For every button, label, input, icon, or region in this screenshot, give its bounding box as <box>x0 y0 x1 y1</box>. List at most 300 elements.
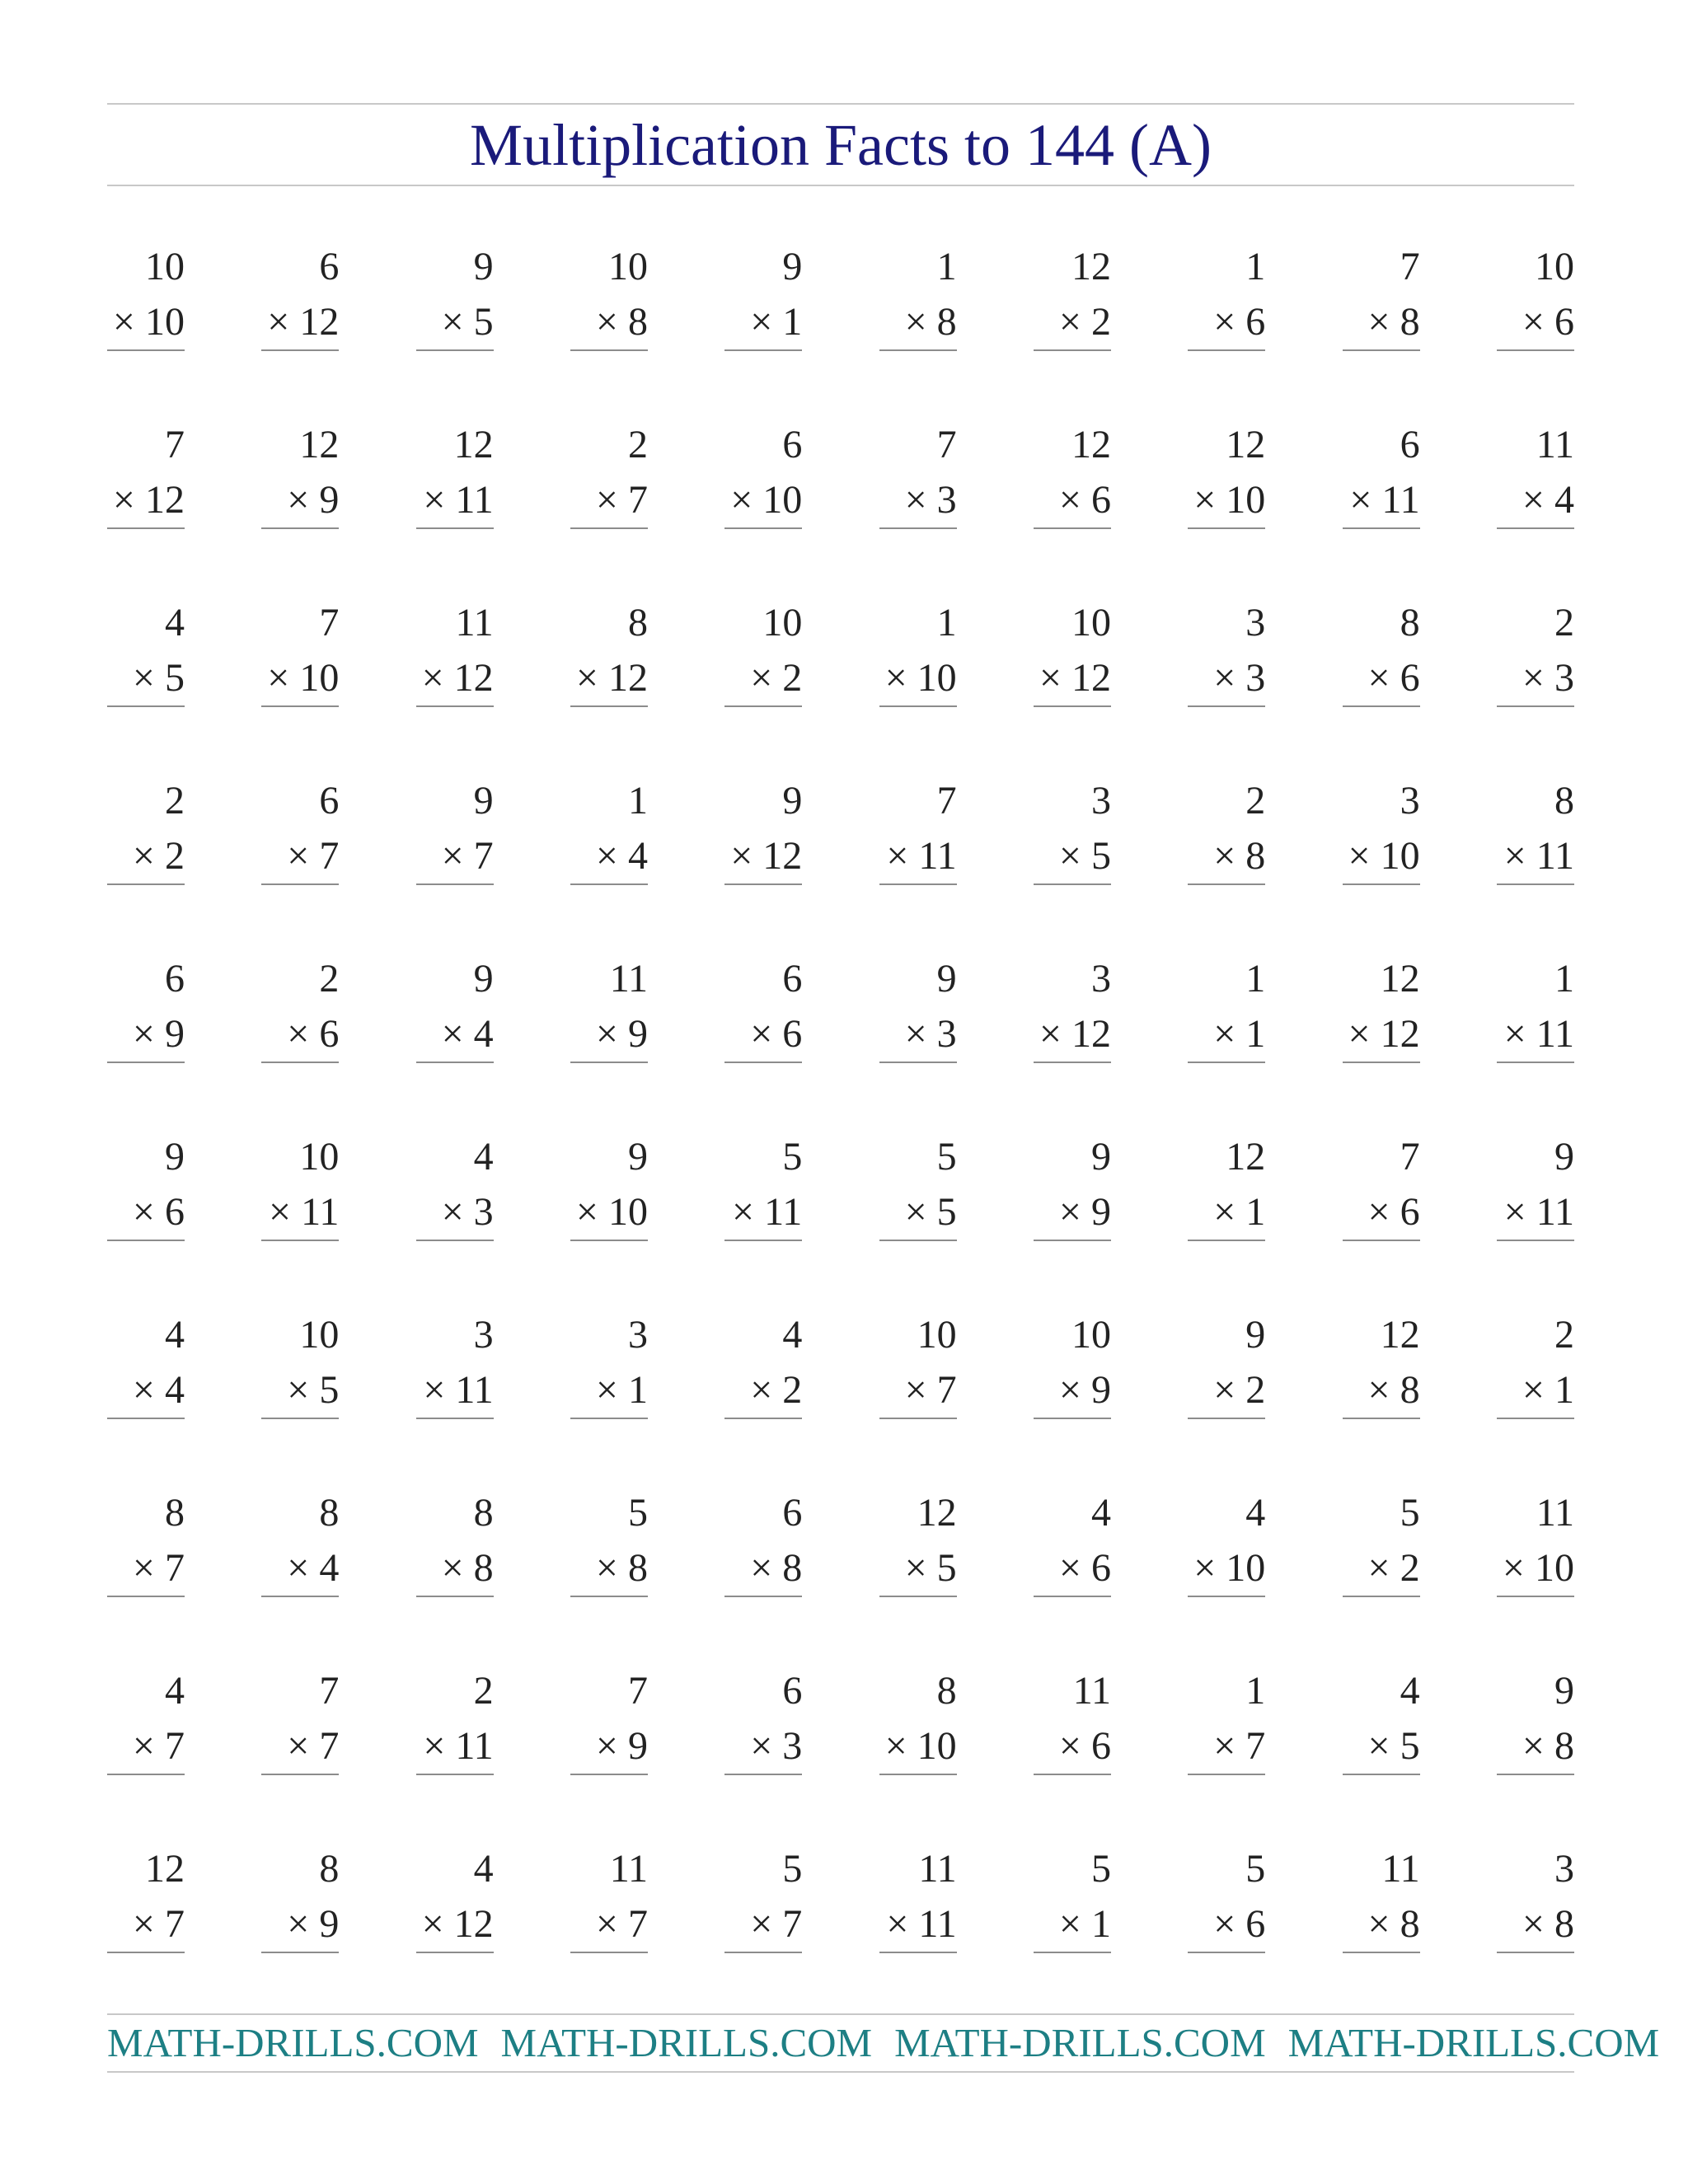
problem-top-number: 12 <box>1071 245 1111 288</box>
problem <box>1497 1129 1574 1307</box>
problem-top-number: 9 <box>1245 1313 1266 1357</box>
problem <box>107 773 185 951</box>
problem <box>879 239 957 417</box>
problem-top-number: 6 <box>782 957 803 1001</box>
problem <box>879 1307 957 1485</box>
problem-multiplier: × 12 <box>261 294 339 351</box>
problem-multiplier: × 12 <box>724 828 802 885</box>
problem-top-number: 1 <box>1245 245 1266 288</box>
problem <box>261 1485 339 1663</box>
problem <box>1343 595 1420 773</box>
problem <box>879 773 957 951</box>
problem-top-number: 3 <box>627 1313 648 1357</box>
problem-top-number: 6 <box>782 1669 803 1713</box>
problem-multiplier: × 9 <box>107 1006 185 1063</box>
problem-top-number: 4 <box>1245 1491 1266 1535</box>
problem-top-number: 2 <box>1245 779 1266 823</box>
problem-top-number: 6 <box>1400 423 1420 466</box>
problem-multiplier: × 11 <box>1497 828 1574 885</box>
problem-multiplier: × 9 <box>261 472 339 529</box>
problem-multiplier: × 11 <box>879 1896 957 1953</box>
problem-multiplier: × 11 <box>416 472 494 529</box>
problem <box>879 951 957 1129</box>
problem <box>879 1663 957 1841</box>
problem <box>1188 595 1265 773</box>
problem-top-number: 2 <box>473 1669 494 1713</box>
problem-top-number: 8 <box>319 1847 340 1891</box>
problem <box>261 417 339 595</box>
problem <box>724 417 802 595</box>
problem <box>570 1663 648 1841</box>
problem-multiplier: × 5 <box>416 294 494 351</box>
problem-multiplier: × 5 <box>107 650 185 707</box>
problem-top-number: 12 <box>1226 1135 1266 1179</box>
problem-multiplier: × 10 <box>261 650 339 707</box>
problem-multiplier: × 11 <box>416 1362 494 1419</box>
problem-top-number: 9 <box>473 957 494 1001</box>
problem-top-number: 11 <box>918 1847 957 1891</box>
problem-multiplier: × 12 <box>107 472 185 529</box>
problem <box>107 1485 185 1663</box>
problem-multiplier: × 7 <box>879 1362 957 1419</box>
problem <box>1188 951 1265 1129</box>
problem <box>416 951 494 1129</box>
problem <box>416 1841 494 2019</box>
problem-multiplier: × 7 <box>107 1896 185 1953</box>
problem <box>1188 1485 1265 1663</box>
problem-multiplier: × 9 <box>1034 1184 1111 1241</box>
problem <box>107 1129 185 1307</box>
footer-watermark <box>107 2015 1660 2071</box>
problem-multiplier: × 7 <box>416 828 494 885</box>
problem-multiplier: × 10 <box>1497 1540 1574 1597</box>
problem <box>1343 773 1420 951</box>
problem-top-number: 3 <box>1554 1847 1574 1891</box>
problem <box>724 1485 802 1663</box>
problem <box>1497 951 1574 1129</box>
problem-top-number: 4 <box>165 601 185 644</box>
problem-top-number: 6 <box>782 1491 803 1535</box>
problem <box>107 1663 185 1841</box>
problem <box>1343 1663 1420 1841</box>
problem-multiplier: × 6 <box>1343 650 1420 707</box>
problem-multiplier: × 9 <box>570 1718 648 1775</box>
problem-multiplier: × 7 <box>1188 1718 1265 1775</box>
problem <box>1497 239 1574 417</box>
problem-multiplier: × 6 <box>261 1006 339 1063</box>
problem-multiplier: × 7 <box>570 472 648 529</box>
problem <box>1343 951 1420 1129</box>
page-title: Multiplication Facts to 144 (A) <box>470 112 1212 178</box>
problem-multiplier: × 10 <box>1188 1540 1265 1597</box>
problem-multiplier: × 3 <box>724 1718 802 1775</box>
problem-multiplier: × 12 <box>1343 1006 1420 1063</box>
problem-top-number: 12 <box>1071 423 1111 466</box>
problem-multiplier: × 7 <box>724 1896 802 1953</box>
problem-top-number: 3 <box>1090 957 1111 1001</box>
problem-top-number: 7 <box>165 423 185 466</box>
problem-multiplier: × 4 <box>107 1362 185 1419</box>
problem-multiplier: × 10 <box>879 1718 957 1775</box>
problem <box>724 239 802 417</box>
problem <box>879 1129 957 1307</box>
problem-top-number: 4 <box>1400 1669 1420 1713</box>
problem <box>1188 1307 1265 1485</box>
problem-multiplier: × 6 <box>1188 1896 1265 1953</box>
problem-multiplier: × 12 <box>416 650 494 707</box>
problem-top-number: 7 <box>1400 245 1420 288</box>
problem-top-number: 8 <box>165 1491 185 1535</box>
problem-top-number: 12 <box>1380 1313 1420 1357</box>
problem <box>261 951 339 1129</box>
problem-top-number: 11 <box>1536 1491 1574 1535</box>
problem-multiplier: × 4 <box>416 1006 494 1063</box>
problem <box>416 1485 494 1663</box>
problem <box>1343 239 1420 417</box>
problem-multiplier: × 8 <box>1343 1896 1420 1953</box>
problem-multiplier: × 5 <box>879 1540 957 1597</box>
footer-watermark-text: MATH-DRILLS.COM <box>500 2020 873 2065</box>
problem-multiplier: × 2 <box>1343 1540 1420 1597</box>
problem-top-number: 10 <box>145 245 185 288</box>
problem <box>570 951 648 1129</box>
problem-top-number: 6 <box>165 957 185 1001</box>
problem-top-number: 8 <box>1400 601 1420 644</box>
problem-multiplier: × 6 <box>1188 294 1265 351</box>
problem <box>879 1841 957 2019</box>
problem-multiplier: × 1 <box>1188 1184 1265 1241</box>
problem-top-number: 10 <box>1534 245 1574 288</box>
problem <box>724 595 802 773</box>
problem-top-number: 5 <box>627 1491 648 1535</box>
problem-multiplier: × 7 <box>570 1896 648 1953</box>
problem-top-number: 8 <box>936 1669 957 1713</box>
problem-top-number: 8 <box>1554 779 1574 823</box>
problem-top-number: 1 <box>1245 957 1266 1001</box>
problem-top-number: 8 <box>319 1491 340 1535</box>
problem-multiplier: × 10 <box>879 650 957 707</box>
problem-top-number: 1 <box>627 779 648 823</box>
problem-top-number: 10 <box>299 1135 340 1179</box>
problem-multiplier: × 6 <box>1034 1540 1111 1597</box>
footer-watermark-text: MATH-DRILLS.COM <box>894 2020 1266 2065</box>
problem-multiplier: × 6 <box>1343 1184 1420 1241</box>
problem <box>1188 1129 1265 1307</box>
problem-top-number: 1 <box>1245 1669 1266 1713</box>
problem <box>416 1307 494 1485</box>
problem-multiplier: × 8 <box>416 1540 494 1597</box>
problem-multiplier: × 10 <box>1188 472 1265 529</box>
problem <box>416 1663 494 1841</box>
problem-multiplier: × 8 <box>1188 828 1265 885</box>
problem-multiplier: × 8 <box>1343 1362 1420 1419</box>
problem-multiplier: × 9 <box>570 1006 648 1063</box>
problem-top-number: 10 <box>607 245 648 288</box>
problem-top-number: 12 <box>917 1491 957 1535</box>
problem-top-number: 2 <box>627 423 648 466</box>
footer-watermark-text: MATH-DRILLS.COM <box>107 2020 479 2065</box>
problem-top-number: 9 <box>627 1135 648 1179</box>
problem <box>1034 1841 1111 2019</box>
problem-multiplier: × 11 <box>724 1184 802 1241</box>
problem-multiplier: × 5 <box>1034 828 1111 885</box>
problem-top-number: 12 <box>1226 423 1266 466</box>
problem-top-number: 4 <box>473 1135 494 1179</box>
problem-multiplier: × 12 <box>416 1896 494 1953</box>
problem <box>1034 773 1111 951</box>
problem-multiplier: × 7 <box>107 1540 185 1597</box>
problem-top-number: 11 <box>1536 423 1574 466</box>
problem <box>1497 1307 1574 1485</box>
problem-multiplier: × 10 <box>570 1184 648 1241</box>
problem <box>570 1307 648 1485</box>
problem-top-number: 9 <box>473 779 494 823</box>
problem-top-number: 2 <box>1554 601 1574 644</box>
problem-multiplier: × 8 <box>570 294 648 351</box>
problem <box>416 417 494 595</box>
problem-multiplier: × 9 <box>261 1896 339 1953</box>
problem-multiplier: × 11 <box>261 1184 339 1241</box>
problem <box>1188 1841 1265 2019</box>
problem-top-number: 9 <box>473 245 494 288</box>
problem-multiplier: × 8 <box>570 1540 648 1597</box>
problem-multiplier: × 1 <box>1188 1006 1265 1063</box>
problem <box>416 1129 494 1307</box>
problem <box>570 417 648 595</box>
problem <box>724 1129 802 1307</box>
problem <box>107 239 185 417</box>
problem-multiplier: × 11 <box>416 1718 494 1775</box>
problem <box>416 773 494 951</box>
problem <box>1497 773 1574 951</box>
problem-multiplier: × 11 <box>1497 1184 1574 1241</box>
problem-top-number: 4 <box>165 1313 185 1357</box>
problem <box>724 1663 802 1841</box>
problem <box>261 1663 339 1841</box>
problem-top-number: 7 <box>627 1669 648 1713</box>
problem-top-number: 10 <box>1071 601 1111 644</box>
problem-top-number: 7 <box>936 779 957 823</box>
problem-multiplier: × 2 <box>1188 1362 1265 1419</box>
problem-multiplier: × 4 <box>570 828 648 885</box>
problem <box>570 773 648 951</box>
problem <box>1034 1485 1111 1663</box>
problem <box>724 773 802 951</box>
problem-top-number: 9 <box>1090 1135 1111 1179</box>
problem <box>1034 239 1111 417</box>
problem-top-number: 9 <box>165 1135 185 1179</box>
problem-multiplier: × 8 <box>1343 294 1420 351</box>
problem <box>1188 417 1265 595</box>
problem-multiplier: × 10 <box>107 294 185 351</box>
problem-multiplier: × 4 <box>261 1540 339 1597</box>
problem <box>107 417 185 595</box>
problem-multiplier: × 5 <box>879 1184 957 1241</box>
problem-top-number: 5 <box>1090 1847 1111 1891</box>
problem <box>879 595 957 773</box>
problem-multiplier: × 4 <box>1497 472 1574 529</box>
problem-multiplier: × 3 <box>1188 650 1265 707</box>
problem-top-number: 7 <box>936 423 957 466</box>
problem-top-number: 2 <box>165 779 185 823</box>
problem-multiplier: × 12 <box>1034 650 1111 707</box>
problem <box>1034 417 1111 595</box>
problem-multiplier: × 7 <box>107 1718 185 1775</box>
problem <box>1188 773 1265 951</box>
problem <box>107 595 185 773</box>
problem <box>1497 1841 1574 2019</box>
problem-top-number: 11 <box>1381 1847 1420 1891</box>
problem-multiplier: × 6 <box>1034 1718 1111 1775</box>
problem-multiplier: × 6 <box>1497 294 1574 351</box>
footer-watermark-text: MATH-DRILLS.COM <box>1287 2020 1660 2065</box>
problem <box>879 417 957 595</box>
problem-multiplier: × 12 <box>570 650 648 707</box>
problem-top-number: 10 <box>762 601 803 644</box>
problem-top-number: 7 <box>1400 1135 1420 1179</box>
problem-multiplier: × 5 <box>261 1362 339 1419</box>
problem-multiplier: × 8 <box>1497 1718 1574 1775</box>
problem-top-number: 12 <box>453 423 494 466</box>
problem-top-number: 3 <box>1400 779 1420 823</box>
problem-multiplier: × 7 <box>261 828 339 885</box>
problem-top-number: 7 <box>319 601 340 644</box>
problem-top-number: 10 <box>917 1313 957 1357</box>
problem <box>261 1841 339 2019</box>
problem <box>570 1485 648 1663</box>
problem-top-number: 9 <box>782 779 803 823</box>
problem <box>1034 951 1111 1129</box>
problem-multiplier: × 5 <box>1343 1718 1420 1775</box>
problem-top-number: 12 <box>299 423 340 466</box>
problem <box>1343 417 1420 595</box>
problem-top-number: 11 <box>455 601 494 644</box>
problem <box>1497 1485 1574 1663</box>
problem <box>261 595 339 773</box>
problem-multiplier: × 1 <box>724 294 802 351</box>
problem <box>261 1129 339 1307</box>
problem-top-number: 3 <box>1245 601 1266 644</box>
problem-multiplier: × 2 <box>724 1362 802 1419</box>
problem-top-number: 7 <box>319 1669 340 1713</box>
problem-top-number: 3 <box>1090 779 1111 823</box>
problem-top-number: 4 <box>473 1847 494 1891</box>
problem-top-number: 5 <box>936 1135 957 1179</box>
problem-multiplier: × 1 <box>1497 1362 1574 1419</box>
problem-multiplier: × 11 <box>879 828 957 885</box>
problem-top-number: 11 <box>609 957 648 1001</box>
problem-multiplier: × 1 <box>1034 1896 1111 1953</box>
problem <box>1343 1129 1420 1307</box>
problem-multiplier: × 6 <box>1034 472 1111 529</box>
problem <box>107 1841 185 2019</box>
problem <box>570 1129 648 1307</box>
problem-top-number: 8 <box>627 601 648 644</box>
problem <box>1497 1663 1574 1841</box>
problem-multiplier: × 3 <box>416 1184 494 1241</box>
problem-top-number: 6 <box>319 245 340 288</box>
problem-top-number: 5 <box>782 1135 803 1179</box>
problem-grid <box>107 239 1574 2019</box>
problem-multiplier: × 6 <box>107 1184 185 1241</box>
problem-multiplier: × 6 <box>724 1006 802 1063</box>
problem-multiplier: × 11 <box>1497 1006 1574 1063</box>
problem-top-number: 3 <box>473 1313 494 1357</box>
problem-top-number: 4 <box>165 1669 185 1713</box>
problem-multiplier: × 10 <box>724 472 802 529</box>
problem <box>1034 1129 1111 1307</box>
problem-multiplier: × 3 <box>879 1006 957 1063</box>
problem-top-number: 9 <box>1554 1135 1574 1179</box>
problem-multiplier: × 11 <box>1343 472 1420 529</box>
problem-top-number: 10 <box>1071 1313 1111 1357</box>
problem <box>1343 1485 1420 1663</box>
problem-top-number: 5 <box>1245 1847 1266 1891</box>
problem-multiplier: × 8 <box>1497 1896 1574 1953</box>
problem-multiplier: × 12 <box>1034 1006 1111 1063</box>
problem <box>1034 595 1111 773</box>
problem <box>107 951 185 1129</box>
problem <box>1034 1663 1111 1841</box>
title-rule-bottom <box>107 185 1574 186</box>
problem-top-number: 1 <box>1554 957 1574 1001</box>
problem-top-number: 1 <box>936 601 957 644</box>
problem-top-number: 11 <box>1072 1669 1111 1713</box>
problem <box>107 1307 185 1485</box>
problem <box>416 239 494 417</box>
problem <box>1343 1307 1420 1485</box>
problem-top-number: 2 <box>319 957 340 1001</box>
problem-multiplier: × 8 <box>724 1540 802 1597</box>
problem <box>570 1841 648 2019</box>
problem-top-number: 2 <box>1554 1313 1574 1357</box>
problem-multiplier: × 3 <box>879 472 957 529</box>
problem <box>1188 1663 1265 1841</box>
problem-multiplier: × 2 <box>107 828 185 885</box>
problem-multiplier: × 8 <box>879 294 957 351</box>
problem-multiplier: × 7 <box>261 1718 339 1775</box>
problem <box>416 595 494 773</box>
problem-multiplier: × 3 <box>1497 650 1574 707</box>
problem-top-number: 12 <box>145 1847 185 1891</box>
problem-top-number: 4 <box>782 1313 803 1357</box>
problem-top-number: 9 <box>1554 1669 1574 1713</box>
problem <box>1034 1307 1111 1485</box>
problem-multiplier: × 9 <box>1034 1362 1111 1419</box>
problem-multiplier: × 1 <box>570 1362 648 1419</box>
problem <box>261 239 339 417</box>
problem <box>1343 1841 1420 2019</box>
problem-multiplier: × 2 <box>724 650 802 707</box>
problem-multiplier: × 10 <box>1343 828 1420 885</box>
problem-top-number: 5 <box>1400 1491 1420 1535</box>
problem-top-number: 1 <box>936 245 957 288</box>
problem-top-number: 12 <box>1380 957 1420 1001</box>
problem <box>879 1485 957 1663</box>
footer-rule-bottom <box>107 2071 1574 2073</box>
problem-top-number: 9 <box>936 957 957 1001</box>
problem-top-number: 4 <box>1090 1491 1111 1535</box>
problem-top-number: 5 <box>782 1847 803 1891</box>
problem <box>724 1841 802 2019</box>
problem-multiplier: × 2 <box>1034 294 1111 351</box>
problem <box>1188 239 1265 417</box>
problem-top-number: 11 <box>609 1847 648 1891</box>
problem <box>1497 595 1574 773</box>
problem <box>724 951 802 1129</box>
problem-top-number: 9 <box>782 245 803 288</box>
title-rule-top <box>107 103 1574 105</box>
